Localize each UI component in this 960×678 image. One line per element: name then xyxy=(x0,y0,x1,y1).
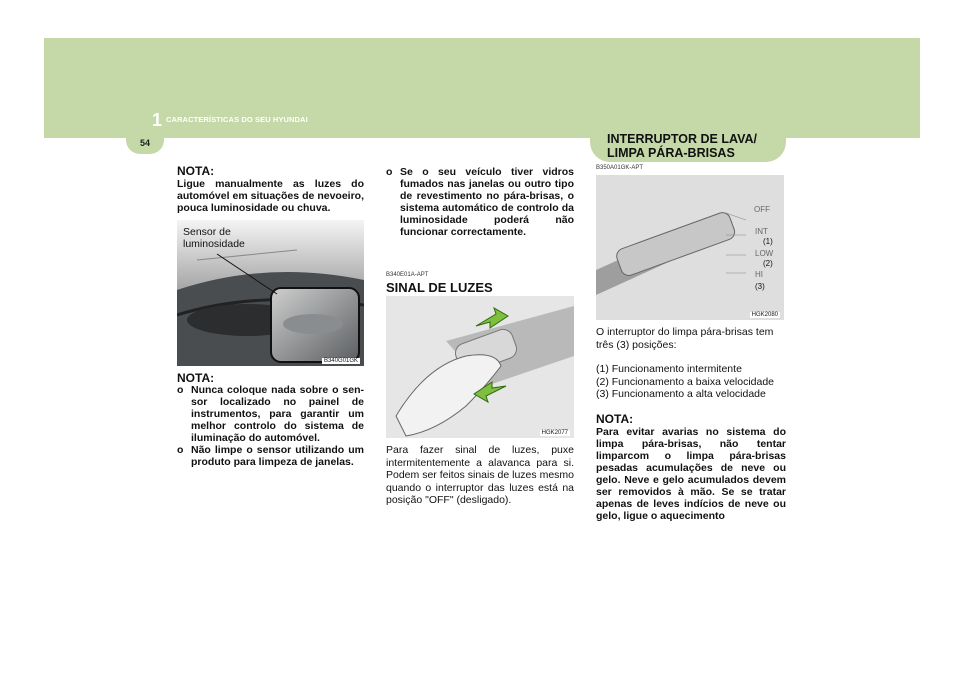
label-int: INT xyxy=(755,227,768,236)
list-item: o Se o seu veículo tiver vidros fumados nas janelas ou outro tipo de revestimento no pára-brisas, o sistema automático de controlo da luminosidade poderá não funcionar correctamente. xyxy=(386,166,574,238)
sensor-label-line2: luminosidade xyxy=(183,238,245,250)
section-code: B340E01A-APT xyxy=(386,272,429,278)
sensor-label-line1: Sensor de xyxy=(183,226,231,238)
label-1: (1) xyxy=(763,237,773,246)
position-item: (2) Funcionamento a baixa velocidade xyxy=(596,375,775,388)
image-code: HGK2080 xyxy=(751,312,778,318)
light-sensor-image xyxy=(177,220,364,366)
image-code: HGK2077 xyxy=(541,430,568,436)
tab-title-line1: INTERRUPTOR DE LAVA/ xyxy=(607,132,758,146)
label-3: (3) xyxy=(755,282,765,291)
label-hi: HI xyxy=(755,270,763,279)
lever-hand-illustration xyxy=(386,296,574,438)
wiper-intro: O interruptor do limpa pára-brisas tem três (3) posições: xyxy=(596,326,774,351)
list-item-text: Não limpe o sensor utilizando um produto para limpeza de janelas. xyxy=(191,444,364,468)
label-low: LOW xyxy=(755,249,774,258)
wiper-lever-illustration xyxy=(596,175,784,320)
label-off: OFF xyxy=(754,205,770,214)
chapter-number: 1 xyxy=(152,110,163,130)
sensor-label xyxy=(183,226,245,250)
list-item: o Não limpe o sensor utilizando um produto para limpeza de janelas. xyxy=(177,444,364,468)
flash-lights-image xyxy=(386,296,574,438)
list-item-text: Nunca coloque nada sobre o sen-sor localizado no painel de instrumentos, para garantir um melhor controlo do sistema de iluminação do automóvel. xyxy=(191,384,364,444)
flash-lights-text: Para fazer sinal de luzes, puxe intermitentemente a alavanca para si. Podem ser feitos sinais de luzes mesmo quando o interruptor das luzes está na posição "OFF" (desligado). xyxy=(386,444,574,506)
chapter-title: CARACTERÍSTICAS DO SEU HYUNDAI xyxy=(166,115,308,124)
tint-warning-list xyxy=(386,166,574,238)
image-code: B340G01GK xyxy=(323,358,358,364)
tab-title-line2: LIMPA PÁRA-BRISAS xyxy=(607,146,735,160)
section-title: SINAL DE LUZES xyxy=(386,280,493,295)
wiper-positions xyxy=(596,363,786,401)
page-number: 54 xyxy=(139,138,150,148)
list-item: o Nunca coloque nada sobre o sen-sor localizado no painel de instrumentos, para garantir um melhor controlo do sistema de iluminação do automóvel. xyxy=(177,384,364,444)
position-item: (1) Funcionamento intermitente xyxy=(596,363,742,375)
note2-list xyxy=(177,384,364,468)
list-item-text: Se o seu veículo tiver vidros fumados nas janelas ou outro tipo de revestimento no pára-brisas, o sistema automático de controlo da luminosidade poderá não funcionar correctamente. xyxy=(400,166,574,238)
note1-heading: NOTA: xyxy=(177,164,215,178)
note1-text: Ligue manualmente as luzes do automóvel em situações de nevoeiro, pouca luminosidade ou chuva. xyxy=(177,178,364,214)
label-2: (2) xyxy=(763,259,773,268)
position-item: (3) Funcionamento a alta velocidade xyxy=(596,388,766,400)
section-code: B350A01GK-APT xyxy=(596,165,644,171)
section-tab-title xyxy=(607,132,779,160)
note3-text: Para evitar avarias no sistema do limpa pára-brisas, não tentar limparcom o limpa pára-brisas pesadas acumulações de neve ou gelo. Neve e gelo acumulados devem ser removidos à mão. Se se tratar apenas de leves indícios de neve ou gelo, ligue o aquecimento xyxy=(596,426,786,522)
note2-heading: NOTA: xyxy=(177,371,215,385)
wiper-switch-image xyxy=(596,175,784,320)
note3-heading: NOTA: xyxy=(596,412,634,426)
